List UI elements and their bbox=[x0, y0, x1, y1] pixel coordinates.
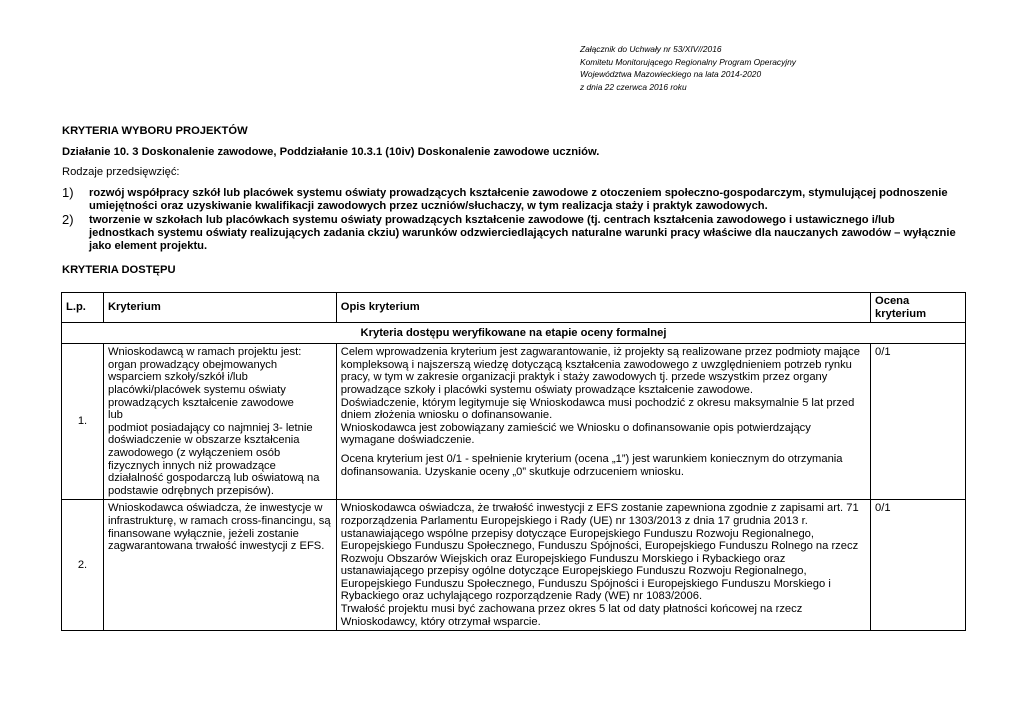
criterion-text: podmiot posiadający co najmniej 3- letnie doświadczenie w obszarze kształcenia zawodowego (z wyłączeniem osób fizycznych innych niż prowadzące działalność gospodarczą lub oświatową na podstawie odrębnych przepisów). bbox=[107, 421, 320, 497]
table-row bbox=[62, 344, 966, 500]
row-number: 1. bbox=[62, 344, 104, 500]
list-item-text: tworzenie w szkołach lub placówkach systemu oświaty prowadzących kształcenie zawodowe (tj. centrach kształcenia zawodowego i ustawicznego i/lub jednostkach systemu oświaty realizujących zadania ckziu) warunków odzwierciedlających naturalne warunki pracy właściwe dla nauczanych zawodów – wyłącznie jako element projektu. bbox=[89, 214, 956, 252]
project-types-list bbox=[62, 187, 962, 253]
criterion-text: Wnioskodawcą w ramach projektu jest: bbox=[107, 346, 302, 359]
description-note: Ocena kryterium jest 0/1 - spełnienie kryterium (ocena „1”) jest warunkiem koniecznym do otrzymania dofinansowania. Uzyskanie oceny „0” skutkuje odrzuceniem wniosku. bbox=[340, 452, 843, 478]
table-header-row bbox=[62, 293, 966, 323]
attachment-note-line: Województwa Mazowieckiego na lata 2014-2020 bbox=[580, 69, 762, 80]
criterion-text: organ prowadzący obejmowanych wsparciem szkoły/szkół i/lub placówki/placówek systemu oświaty prowadzących kształcenie zawodowe bbox=[107, 358, 294, 409]
section-row bbox=[62, 323, 966, 344]
attachment-note-line: Załącznik do Uchwały nr 53/XIV//2016 bbox=[580, 44, 722, 54]
description-text: Celem wprowadzenia kryterium jest zagwarantowanie, iż projekty są realizowane przez podmioty mające kompleksową i najszerszą wiedzę dotyczącą kształcenia zawodowego z uwzględnieniem potrzeb rynku pracy, w tym w zakresie organizacji praktyk i staży zawodowych tj. przede wszystkim przez organy prowadzące szkoły i placówki systemu oświaty prowadzące kształcenie zawodowe. bbox=[340, 346, 860, 396]
document-title: KRYTERIA WYBORU PROJEKTÓW bbox=[62, 125, 248, 137]
criteria-table bbox=[61, 292, 966, 631]
list-item bbox=[62, 214, 962, 253]
criterion-cell bbox=[103, 500, 336, 631]
criterion-text: Wnioskodawca oświadcza, że inwestycje w infrastrukturę, w ramach cross-financingu, są finansowane wyłącznie, jeżeli zostanie zagwarantowana trwałość inwestycji z EFS. bbox=[107, 502, 331, 553]
description-text: Wnioskodawca oświadcza, że trwałość inwestycji z EFS zostanie zapewniona zgodnie z zapisami art. 71 rozporządzenia Parlamentu Europejskiego i Rady (UE) nr 1303/2013 z dnia 17 grudnia 2013 r. ustanawiającego wspólne przepisy dotyczące Europejskiego Funduszu Rozwoju Regionalnego, Europejskiego Funduszu Społecznego, Funduszu Spójności, Europejskiego Funduszu Rolnego na rzecz Rozwoju Obszarów Wiejskich oraz Europejskiego Funduszu Morskiego i Rybackiego oraz ustanawiającego przepisy ogólne dotyczące Europejskiego Funduszu Rozwoju Regionalnego, Europejskiego Funduszu Społecznego, Funduszu Spójności i Europejskiego Funduszu Morskiego i Rybackiego oraz uchylającego rozporządzenie Rady (WE) nr 1083/2006. bbox=[340, 502, 859, 603]
attachment-note bbox=[580, 43, 796, 93]
criterion-text: lub bbox=[107, 409, 123, 422]
types-label: Rodzaje przedsięwzięć: bbox=[62, 166, 180, 178]
header-criterion: Kryterium bbox=[103, 293, 336, 323]
description-text: Trwałość projektu musi być zachowana przez okres 5 lat od daty płatności końcowej na rzecz Wnioskodawcy, który otrzymał wsparcie. bbox=[340, 603, 803, 628]
description-text: Doświadczenie, którym legitymuje się Wnioskodawca musi pochodzić z okresu maksymalnie 5 lat przed dniem złożenia wniosku o dofinansowanie. bbox=[340, 396, 855, 422]
description-cell bbox=[336, 344, 870, 500]
score-cell: 0/1 bbox=[871, 500, 966, 631]
header-score: Ocena kryterium bbox=[871, 293, 966, 323]
table-row bbox=[62, 500, 966, 631]
attachment-note-line: z dnia 22 czerwca 2016 roku bbox=[580, 81, 687, 92]
score-cell: 0/1 bbox=[871, 344, 966, 500]
action-title: Działanie 10. 3 Doskonalenie zawodowe, Poddziałanie 10.3.1 (10iv) Doskonalenie zawodowe uczniów. bbox=[62, 146, 600, 158]
attachment-note-line: Komitetu Monitorującego Regionalny Program Operacyjny bbox=[580, 56, 796, 67]
list-item-number: 1) bbox=[62, 185, 74, 200]
header-lp: L.p. bbox=[62, 293, 104, 323]
section-title: Kryteria dostępu weryfikowane na etapie oceny formalnej bbox=[62, 323, 966, 344]
access-criteria-title: KRYTERIA DOSTĘPU bbox=[62, 264, 176, 276]
list-item bbox=[62, 187, 962, 213]
list-item-number: 2) bbox=[62, 212, 74, 227]
list-item-text: rozwój współpracy szkół lub placówek systemu oświaty prowadzących kształcenie zawodowe z otoczeniem społeczno-gospodarczym, stymulującej podnoszenie umiejętności oraz uzyskiwanie kwalifikacji zawodowych przez uczniów/słuchaczy, w tym realizacja staży i praktyk zawodowych. bbox=[89, 187, 948, 212]
description-cell bbox=[336, 500, 870, 631]
description-text: Wnioskodawca jest zobowiązany zamieścić we Wniosku o dofinansowanie opis potwierdzający wymagane doświadczenie. bbox=[340, 421, 811, 447]
criterion-cell bbox=[103, 344, 336, 500]
header-description: Opis kryterium bbox=[336, 293, 870, 323]
row-number: 2. bbox=[62, 500, 104, 631]
